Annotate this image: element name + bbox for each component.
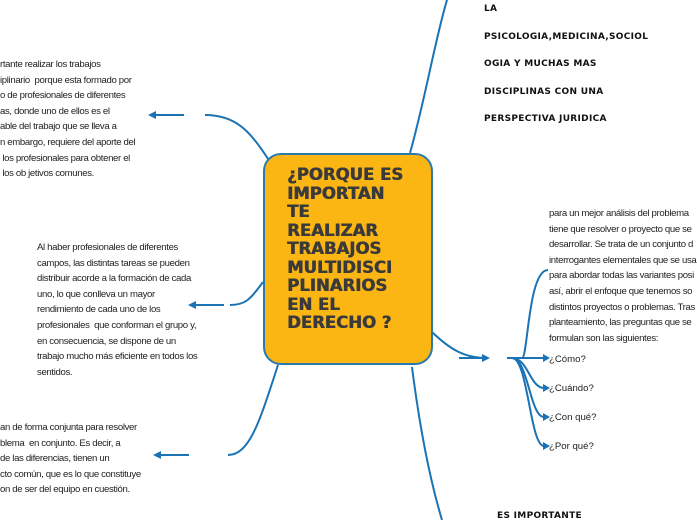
link-top-right <box>410 0 447 153</box>
link-bottom <box>412 367 442 520</box>
left-top-topic[interactable]: rtante realizar los trabajos iplinario porque esta formado por o de profesionales de diferentes as, donde uno de ellos es el able del trabajo que se lleva a n embargo, requiere del aporte del los profesionales para obtener el los ob jetivos comunes. <box>0 59 136 180</box>
left-bottom-topic[interactable]: an de forma conjunta para resolver blema en conjunto. Es decir, a de las diferencias, tienen un cto común, que es lo que constituye on de ser del equipo en cuestión. <box>0 422 141 496</box>
central-topic[interactable] <box>263 153 433 365</box>
link-right <box>430 330 487 358</box>
central-topic-line: TE <box>287 202 310 221</box>
central-topic-line: EN EL <box>287 294 340 314</box>
central-topic-line: IMPORTAN <box>287 183 385 203</box>
arrow-icon <box>153 451 161 459</box>
question-cuando[interactable]: ¿Cuándo? <box>549 383 594 394</box>
central-topic-line: TRABAJOS <box>287 239 382 258</box>
link-left-top <box>205 115 270 162</box>
arrow-icon <box>148 111 156 119</box>
link-left-middle <box>230 282 263 305</box>
central-topic-line: DERECHO ? <box>287 313 392 332</box>
topic-line: DISCIPLINAS CON UNA <box>484 86 604 97</box>
link-sub <box>507 270 548 358</box>
top-right-topic[interactable] <box>484 0 648 134</box>
topic-line: OGIA Y MUCHAS MAS <box>484 59 597 69</box>
central-topic-line: ¿PORQUE ES <box>287 165 403 184</box>
central-topic-line: PLINARIOS <box>287 276 388 295</box>
question-por-que[interactable]: ¿Por qué? <box>549 441 594 452</box>
left-middle-topic[interactable]: Al haber profesionales de diferentes campos, las distintas tareas se pueden distribuir acorde a la formación de cada uno, lo que conlleva un mayor rendimiento de cada uno de los profesionales que conforman el grupo y, en consecuencia, se dispone de un trabajo mucho más eficiente en todos los sentidos. <box>37 242 198 378</box>
topic-line: PSICOLOGIA,MEDICINA,SOCIOL <box>484 31 649 42</box>
topic-line: LA <box>484 4 498 14</box>
central-topic-line: MULTIDISCI <box>287 257 392 277</box>
arrow-icon <box>482 354 490 362</box>
bottom-topic[interactable]: ES IMPORTANTE <box>497 511 582 521</box>
link-left-bottom <box>228 365 278 455</box>
central-topic-line: REALIZAR <box>287 220 378 240</box>
question-con-que[interactable]: ¿Con qué? <box>549 412 597 423</box>
topic-line: PERSPECTIVA JURIDICA <box>484 114 607 124</box>
right-description-topic[interactable]: para un mejor análisis del problema tiene que resolver o proyecto que se desarrollar. Se trata de un conjunto d interrogantes elementales que se usa para abordar todas las variantes posi así, abrir el enfoque que tenemos so distintos proyectos o problemas. Tras planteamiento, las preguntas que se formulan son las siguientes: <box>549 208 697 344</box>
question-como[interactable]: ¿Cómo? <box>549 354 586 365</box>
